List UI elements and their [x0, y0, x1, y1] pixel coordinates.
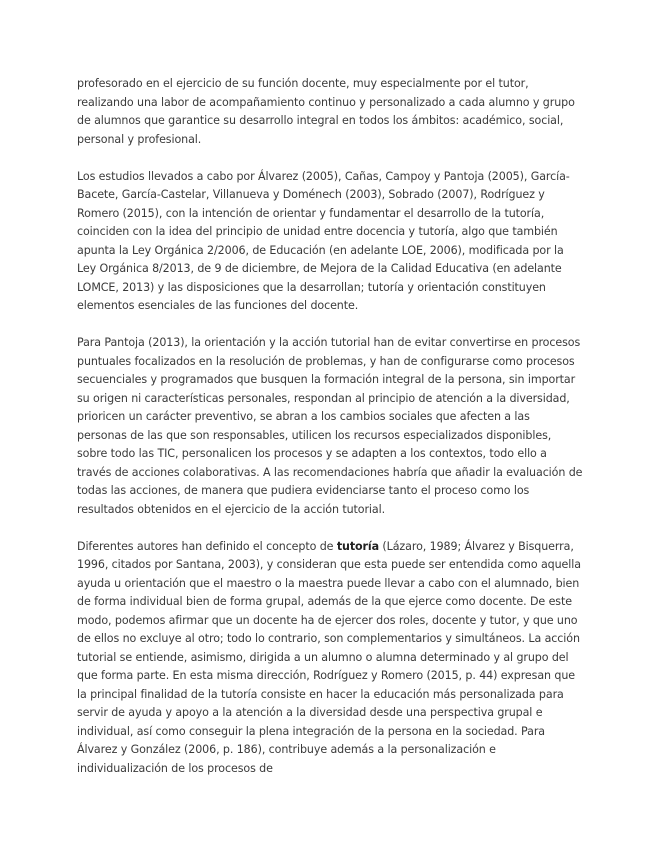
paragraph-tutoria-rest: (Lázaro, 1989; Álvarez y Bisquerra, 1996, citados por Santana, 2003), y consideran que esta puede ser entendida como aquella ayuda u orientación que el maestro o la maestra puede llevar a cabo con el alumnado, bien de forma individual bien de forma grupal, además de la que ejerce como docente. De este modo, podemos afirmar que un docente ha de ejercer dos roles, docente y tutor, y que uno de ellos no excluye al otro; todo lo contrario, son complementarios y simultáneos. La acción tutorial se entiende, asimismo, dirigida a un alumno o alumna determinado y al grupo del que forma parte. En esta misma dirección, Rodríguez y Romero (2015, p. 44) expresan que la principal finalidad de la tutoría consiste en hacer la educación más personalizada para servir de ayuda y apoyo a la atención a la diversidad desde una perspectiva grupal e individual, así como conseguir la plena integración de la persona en la sociedad. Para Álvarez y González (2006, p. 186), contribuye además a la personalización e individualización de los procesos de [77, 539, 581, 775]
paragraph-tutoria-definition [77, 538, 583, 779]
document-body [77, 75, 583, 797]
paragraph-pantoja: Para Pantoja (2013), la orientación y la acción tutorial han de evitar convertirse en procesos puntuales focalizados en la resolución de problemas, y han de configurarse como procesos secuenciales y programados que busquen la formación integral de la persona, sin importar su origen ni características personales, respondan al principio de atención a la diversidad, prioricen un carácter preventivo, se abran a los cambios sociales que afecten a las personas de las que son responsables, utilicen los recursos especializados disponibles, sobre todo las TIC, personalicen los procesos y se adapten a los contextos, todo ello a través de acciones colaborativas. A las recomendaciones habría que añadir la evaluación de todas las acciones, de manera que pudiera evidenciarse tanto el proceso como los resultados obtenidos en el ejercicio de la acción tutorial. [77, 336, 583, 516]
paragraph-tutoria-lead: Diferentes autores han definido el concepto de [77, 539, 337, 553]
term-tutoria: tutoría [336, 539, 379, 553]
paragraph-estudios: Los estudios llevados a cabo por Álvarez (2005), Cañas, Campoy y Pantoja (2005), García-Bacete, García-Castelar, Villanueva y Doménech (2003), Sobrado (2007), Rodríguez y Romero (2015), con la intención de orientar y fundamentar el desarrollo de la tutoría, coinciden con la idea del principio de unidad entre docencia y tutoría, algo que también apunta la Ley Orgánica 2/2006, de Educación (en adelante LOE, 2006), modificada por la Ley Orgánica 8/2013, de 9 de diciembre, de Mejora de la Calidad Educativa (en adelante LOMCE, 2013) y las disposiciones que la desarrollan; tutoría y orientación constituyen elementos esenciales de las funciones del docente. [77, 169, 570, 312]
paragraph-profesorado: profesorado en el ejercicio de su función docente, muy especialmente por el tutor, realizando una labor de acompañamiento continuo y personalizado a cada alumno y grupo de alumnos que garantice su desarrollo integral en todos los ámbitos: académico, social, personal y profesional. [77, 77, 575, 146]
